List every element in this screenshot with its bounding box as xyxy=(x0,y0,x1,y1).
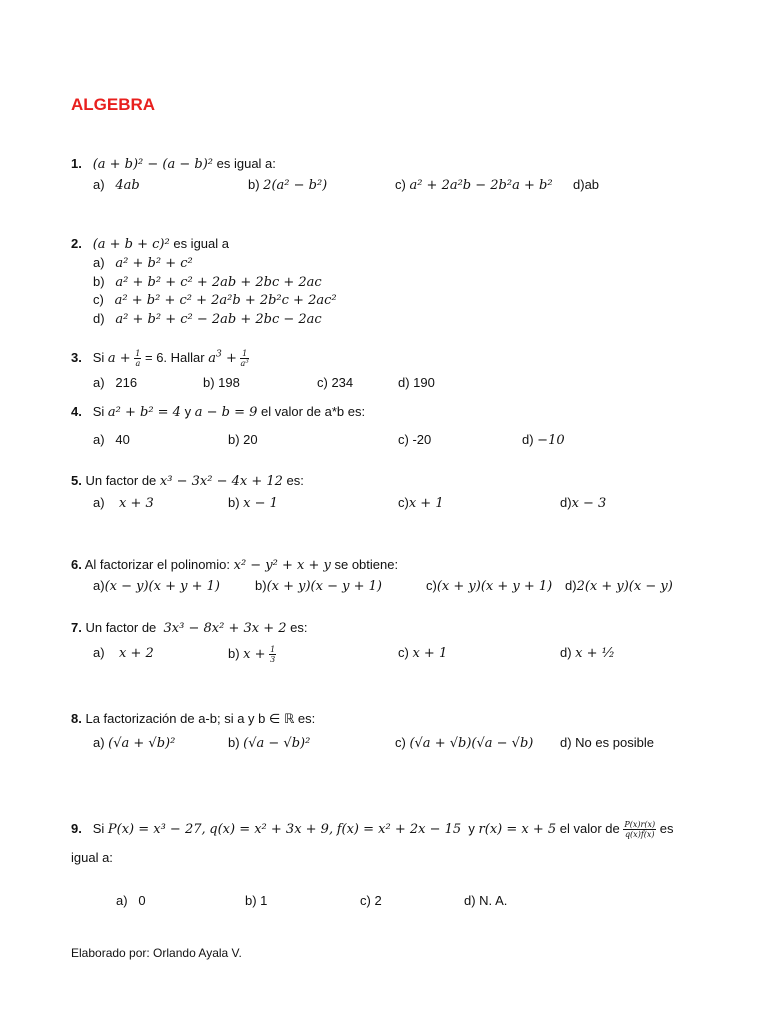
question-text: Si xyxy=(92,820,105,836)
option-value: a² + b² + c² xyxy=(115,256,193,271)
option-d: d) N. A. xyxy=(464,893,508,908)
option-value: x − 3 xyxy=(571,496,607,511)
question-text: Al factorizar el polinomio: xyxy=(84,557,230,572)
option-a: a) x + 3 xyxy=(93,495,154,511)
option-value: 234 xyxy=(331,375,354,390)
question-expr: 3x³ − 8x² + 3x + 2 xyxy=(163,621,287,636)
fraction: $\frac{1}{a^3}$ xyxy=(240,349,249,368)
option-d: d) −10 xyxy=(522,432,565,448)
option-value: a² + b² + c² − 2ab + 2bc − 2ac xyxy=(115,312,322,327)
option-value: (x + y)(x − y + 1) xyxy=(266,579,382,594)
question-7 xyxy=(71,620,307,636)
question-text: el valor de xyxy=(559,820,620,836)
option-value: (x + y)(x + y + 1) xyxy=(436,579,553,594)
option-value: 20 xyxy=(243,432,258,447)
option-d: d)2(x + y)(x − y) xyxy=(565,578,673,594)
option-value: a² + 2a²b − 2b²a + b² xyxy=(409,178,553,193)
option-a: a) 0 xyxy=(116,893,146,908)
option-value: a² + b² + c² + 2ab + 2bc + 2ac xyxy=(115,275,322,290)
option-a: a) a² + b² + c² xyxy=(93,255,193,271)
option-b: b) 198 xyxy=(203,375,240,390)
question-number: 9. xyxy=(71,820,82,836)
question-expr: r(x) = x + 5 xyxy=(478,821,557,837)
question-2 xyxy=(71,236,229,252)
question-expr: x² − y² + x + y xyxy=(233,558,331,573)
option-value: 1 xyxy=(260,893,268,908)
option-d: d)ab xyxy=(573,177,600,192)
option-value: 0 xyxy=(138,893,146,908)
option-c: c) a² + b² + c² + 2a²b + 2b²c + 2ac² xyxy=(93,292,337,308)
question-text: Un factor de xyxy=(85,620,157,635)
question-text: es: xyxy=(290,620,308,635)
question-3: 3. Si a + $\frac{1}{a}$ = 6. Hallar $a^3$ + $\frac{1}{a^3}$ xyxy=(71,349,249,368)
question-text: el valor de a*b es: xyxy=(261,404,366,419)
author-credit: Elaborado por: Orlando Ayala V. xyxy=(71,946,242,960)
question-number: 8. xyxy=(71,711,82,726)
question-expr: q(x) = x² + 3x + 9, xyxy=(209,821,334,837)
option-value: (√a − √b)² xyxy=(243,736,311,751)
option-a: a) (√a + √b)² xyxy=(93,735,176,751)
question-text: es igual a: xyxy=(216,156,276,171)
option-value: (x − y)(x + y + 1) xyxy=(104,579,220,594)
option-a: a) x + 2 xyxy=(93,645,154,661)
option-a xyxy=(93,177,140,193)
question-expr: a − b = 9 xyxy=(194,405,258,420)
option-value: x − 1 xyxy=(243,496,278,511)
option-value: -20 xyxy=(412,432,432,447)
option-c: c) (√a + √b)(√a − √b) xyxy=(395,735,534,751)
question-text: es: xyxy=(286,473,304,488)
option-value: x + 3 xyxy=(119,496,154,511)
option-c: c)x + 1 xyxy=(398,495,444,511)
option-value: (√a + √b)(√a − √b) xyxy=(409,736,534,751)
option-value: ab xyxy=(584,177,600,192)
option-value: x + 1 xyxy=(412,646,448,661)
question-text: es xyxy=(659,820,674,836)
option-b: b) a² + b² + c² + 2ab + 2bc + 2ac xyxy=(93,274,322,290)
question-expr: (a + b + c)² xyxy=(92,237,170,252)
option-value: 2 xyxy=(374,893,382,908)
option-b: b) (√a − √b)² xyxy=(228,735,311,751)
option-value: −10 xyxy=(537,433,565,448)
question-expr: a² + b² = 4 xyxy=(107,405,181,420)
option-value: 216 xyxy=(115,375,138,390)
option-value: x + 2 xyxy=(119,646,154,661)
option-c: c) 2 xyxy=(360,893,382,908)
question-9 xyxy=(71,820,673,839)
question-text: Un factor de xyxy=(85,473,157,488)
question-number: 6. xyxy=(71,557,82,572)
fraction: $\frac{1}{3}$ xyxy=(270,645,276,664)
question-text: y xyxy=(468,820,475,836)
option-b: b)(x + y)(x − y + 1) xyxy=(255,578,382,594)
option-c: c) 234 xyxy=(317,375,354,390)
option-b: b) 2(a² − b²) xyxy=(248,177,328,193)
option-c: c) -20 xyxy=(398,432,432,447)
question-expr: f(x) = x² + 2x − 15 xyxy=(336,821,462,837)
question-1 xyxy=(71,156,276,172)
option-value: 2(a² − b²) xyxy=(263,178,328,193)
question-9-cont: igual a: xyxy=(71,850,113,865)
option-value: 190 xyxy=(413,375,435,390)
question-number: 3. xyxy=(71,349,82,365)
option-d: d)x − 3 xyxy=(560,495,607,511)
option-value: No es posible xyxy=(575,735,654,750)
question-expr: P(x) = x³ − 27, xyxy=(107,821,206,837)
question-text: La factorización de a-b; si a y b ∈ ℝ es: xyxy=(85,711,316,726)
option-d: d) x + ¹⁄₂ xyxy=(560,645,615,661)
option-value: x + xyxy=(243,646,266,662)
option-value: (√a + √b)² xyxy=(108,736,176,751)
option-value: a² + b² + c² + 2a²b + 2b²c + 2ac² xyxy=(114,293,337,308)
question-text: y xyxy=(184,404,192,419)
option-value: 4ab xyxy=(115,178,140,193)
option-d: d) a² + b² + c² − 2ab + 2bc − 2ac xyxy=(93,311,322,327)
option-value: N. A. xyxy=(479,893,508,908)
page-title: ALGEBRA xyxy=(71,95,156,114)
question-expr: x³ − 3x² − 4x + 12 xyxy=(159,474,283,489)
option-a: a) 216 xyxy=(93,375,138,390)
option-value: 40 xyxy=(115,432,130,447)
option-value: x + ¹⁄₂ xyxy=(575,646,615,661)
question-5 xyxy=(71,473,304,489)
question-expr: (a + b)² − (a − b)² xyxy=(92,157,214,172)
option-d: d) 190 xyxy=(398,375,435,390)
question-text: Si xyxy=(92,349,105,365)
question-number: 4. xyxy=(71,404,82,419)
option-d: d) No es posible xyxy=(560,735,654,750)
question-number: 5. xyxy=(71,473,82,488)
fraction: $\frac{P(x)r(x)}{q(x)f(x)}$ xyxy=(624,820,656,839)
question-text: se obtiene: xyxy=(334,557,399,572)
option-b: b) 20 xyxy=(228,432,258,447)
question-8 xyxy=(71,711,315,727)
option-a: a) 40 xyxy=(93,432,130,447)
option-b: b) x + $\frac{1}{3}$ xyxy=(228,645,276,664)
option-b: b) 1 xyxy=(245,893,268,908)
option-label: a) xyxy=(93,177,105,192)
question-text: Si xyxy=(92,404,105,419)
option-value: 198 xyxy=(218,375,240,390)
fraction: $\frac{1}{a}$ xyxy=(135,349,141,368)
option-value: x + 1 xyxy=(408,496,444,511)
question-4 xyxy=(71,404,365,420)
option-a: a)(x − y)(x + y + 1) xyxy=(93,578,220,594)
option-b: b) x − 1 xyxy=(228,495,278,511)
question-text: es igual a xyxy=(173,236,229,251)
question-number: 1. xyxy=(71,156,82,171)
question-6 xyxy=(71,557,398,573)
option-value: 2(x + y)(x − y) xyxy=(576,579,673,594)
question-number: 2. xyxy=(71,236,82,251)
question-number: 7. xyxy=(71,620,82,635)
option-c: c) x + 1 xyxy=(398,645,448,661)
option-c: c) a² + 2a²b − 2b²a + b² xyxy=(395,177,553,193)
question-text: = 6. Hallar xyxy=(145,349,205,365)
option-c: c)(x + y)(x + y + 1) xyxy=(426,578,553,594)
